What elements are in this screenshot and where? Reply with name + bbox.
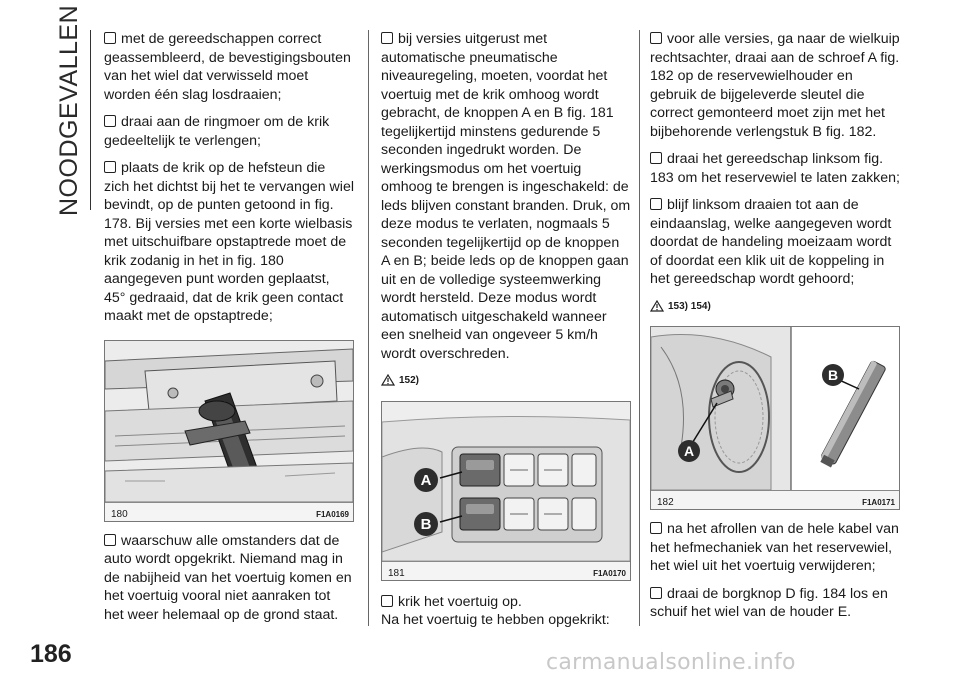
warning-triangle-icon <box>381 374 395 386</box>
warning-note: 153) 154) <box>650 298 900 317</box>
figure-181 <box>381 401 631 581</box>
spare-wheel-tool-illustration <box>651 327 899 490</box>
list-item: blijf linksom draaien tot aan de eindaanslag, welke aangegeven wordt doordat de handeling moeizaam wordt of doordat een klik uit de koppeling in het gereedschap wordt gehoord; <box>650 197 892 287</box>
list-item: na het afrollen van de hele kabel van het hefmechaniek van het reservewiel, het wiel uit het voertuig verwijderen; <box>650 521 899 574</box>
list-item: plaats de krik op de hefsteun die zich het dichtst bij het te vervangen wiel bevindt, op de punten getoond in fig. 178. Bij versies met een korte wielbasis met uitschuifbare opstaptrede moet de krik zodanig in het in fig. 180 aangegeven punt worden geplaatst, 45° gedraaid, dat de krik geen contact maakt met de opstaptrede; <box>104 160 354 324</box>
figure-caption-bar <box>651 490 899 509</box>
column-2 <box>381 30 631 639</box>
page-number: 186 <box>30 640 72 668</box>
leveling-buttons-illustration <box>382 402 630 561</box>
list-item: waarschuw alle omstanders dat de auto wordt opgekrikt. Niemand mag in de nabijheid van het voertuig komen en het voertuig vooral niet aanraken tot het weer helemaal op de grond staat. <box>104 532 352 623</box>
figure-code: F1A0171 <box>862 498 895 507</box>
list-item: draai het gereedschap linksom fig. 183 om het reservewiel te laten zakken; <box>650 151 900 186</box>
checkbox-bullet-icon <box>104 534 116 546</box>
paragraph: Na het voertuig te hebben opgekrikt: <box>381 612 610 628</box>
checkbox-bullet-icon <box>650 152 662 164</box>
warning-note: 152) <box>381 372 631 391</box>
figure-code: F1A0169 <box>316 509 349 519</box>
figure-number: 182 <box>657 497 674 508</box>
checkbox-bullet-icon <box>650 587 662 599</box>
section-tab <box>50 4 86 220</box>
column-divider <box>368 30 369 626</box>
checkbox-bullet-icon <box>381 32 393 44</box>
section-title: NOODGEVALLEN <box>55 4 83 216</box>
figure-code: F1A0170 <box>593 568 626 578</box>
list-item: voor alle versies, ga naar de wielkuip rechtsachter, draai aan de schroef A fig. 182 op de reservewielhouder en gebruik de bijgeleverde sleutel die correct gemonteerd moet zijn met het bijbehorende verlengstuk B fig. 182. <box>650 31 900 140</box>
list-item: draai de borgknop D fig. 184 los en schuif het wiel van de houder E. <box>650 585 888 620</box>
checkbox-bullet-icon <box>104 161 116 173</box>
checkbox-bullet-icon <box>650 198 662 210</box>
jack-placement-illustration <box>105 341 353 502</box>
column-1 <box>104 30 354 633</box>
checkbox-bullet-icon <box>381 595 393 607</box>
list-item: krik het voertuig op. <box>381 593 631 612</box>
list-item: draai aan de ringmoer om de krik gedeeltelijk te verlengen; <box>104 114 330 149</box>
column-divider <box>639 30 640 626</box>
button-b-marker: B <box>420 515 432 533</box>
list-item: bij versies uitgerust met automatische pneumatische niveauregeling, moeten, voordat het voertuig met de krik omhoog wordt gebracht, de knoppen A en B fig. 181 tegelijkertijd minstens gedurende 5 seconden ingedrukt worden. De werkingsmodus om het voertuig omhoog te brengen is ingeschakeld: de leds blijven constant branden. Druk, om deze modus te verlaten, nogmaals 5 seconden tegelijkertijd op de knoppen A en B; beide leds op de knoppen gaan uit en de volledige systeemwerking wordt hersteld. Deze modus wordt automatisch uitgeschakeld wanneer een snelheid van ongeveer 5 km/h wordt overschreden. <box>381 31 631 362</box>
checkbox-bullet-icon <box>650 522 662 534</box>
checkbox-bullet-icon <box>650 32 662 44</box>
screw-a-marker: A <box>683 443 695 459</box>
checkbox-bullet-icon <box>104 115 116 127</box>
checkbox-bullet-icon <box>104 32 116 44</box>
figure-caption-bar <box>382 561 630 580</box>
extension-b-marker: B <box>827 367 839 383</box>
list-item: met de gereedschappen correct geassembleerd, de bevestigingsbouten van het wiel dat verwisseld moet worden één slag losdraaien; <box>104 31 351 103</box>
figure-number: 181 <box>388 567 405 579</box>
figure-180 <box>104 340 354 522</box>
watermark: carmanualsonline.info <box>546 650 796 675</box>
column-3 <box>650 30 900 631</box>
warning-triangle-icon <box>650 300 664 312</box>
section-divider <box>90 30 91 210</box>
button-a-marker: A <box>420 471 432 489</box>
figure-caption-bar <box>105 502 353 521</box>
figure-number: 180 <box>111 508 128 520</box>
figure-182 <box>650 326 900 510</box>
